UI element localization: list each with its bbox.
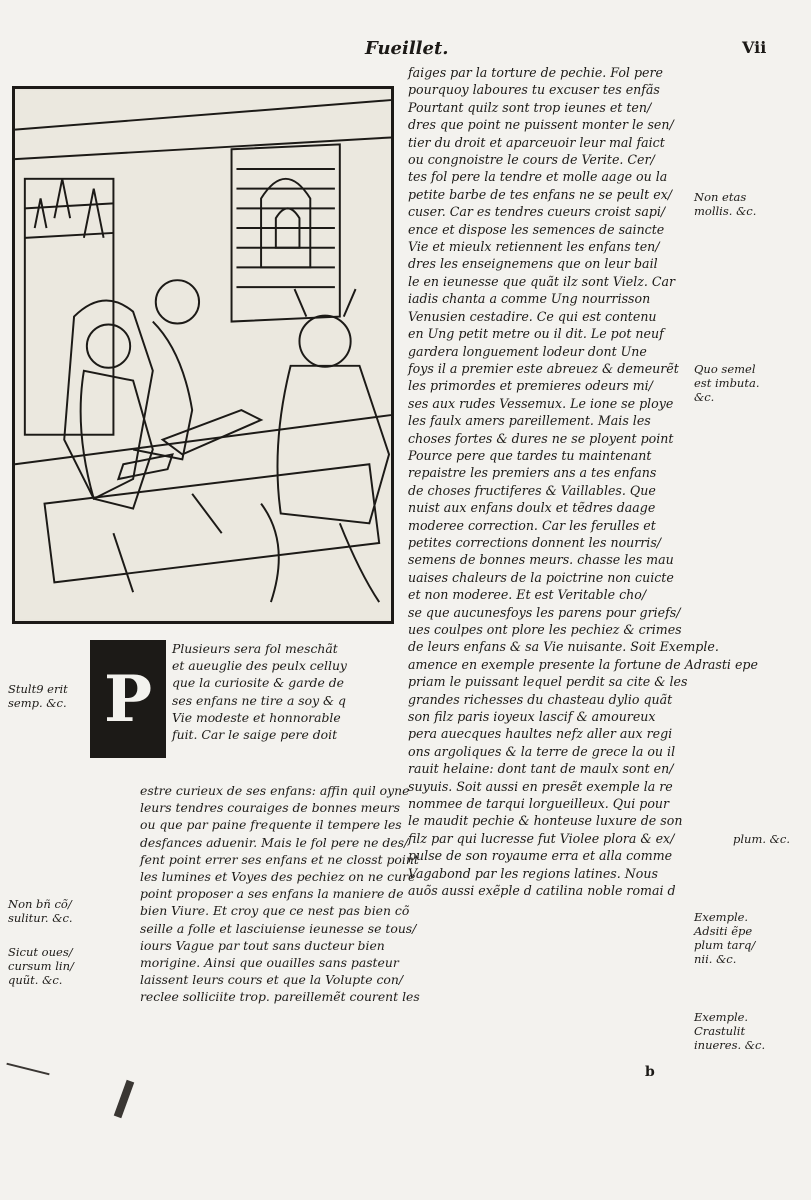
left-column-top-line: fuit. Car le saige pere doit	[172, 727, 338, 743]
right-column-line: les faulx amers pareillement. Mais les	[408, 413, 651, 429]
left-column-bottom-line: fent point errer ses enfans et ne closst point	[140, 851, 419, 867]
right-column-line: petite barbe de tes enfans ne se peult ex/	[408, 186, 673, 202]
right-column-line: uaises chaleurs de la poictrine non cuicte	[408, 569, 674, 585]
right-column-line: filz par qui lucresse fut Violee plora & ex/	[408, 830, 675, 846]
left-column-top-line: que la curiosite & garde de	[172, 675, 344, 691]
right-column-line: ou congnoistre le cours de Verite. Cer/	[408, 152, 655, 168]
signature-mark: b	[645, 1064, 655, 1080]
left-column-bottom-line: leurs tendres couraiges de bonnes meurs	[140, 800, 401, 816]
text-column-left-top	[172, 640, 400, 743]
right-column-line: semens de bonnes meurs. chasse les mau	[408, 552, 674, 568]
right-column-line: tier du droit et aparceuoir leur mal faict	[408, 134, 665, 150]
right-column-line: rauit helaine: dont tant de maulx sont en/	[408, 761, 674, 777]
left-column-bottom-line: iours Vague par tout sans ducteur bien	[140, 937, 385, 953]
right-column-line: ons argoliques & la terre de grece la ou il	[408, 743, 676, 759]
initial-letter: P	[103, 661, 153, 737]
left-column-bottom-line: point proposer a ses enfans la maniere de	[140, 886, 404, 902]
left-column-bottom-line: ou que par paine frequente il tempere les	[140, 817, 402, 833]
margin-note-sicut: Sicut oues/ cursum lin/ quũt. &c.	[8, 945, 74, 987]
right-column-line: de leurs enfans & sa Vie nuisante. Soit Exemple.	[408, 639, 719, 655]
margin-note-stultus: Stult9 erit semp. &c.	[8, 682, 68, 710]
left-column-bottom-line: morigine. Ainsi que ouailles sans pasteur	[140, 955, 399, 971]
left-column-bottom-line: seille a folle et lasciuiense ieunesse se tous/	[140, 920, 417, 936]
margin-note-non-etas: Non etas mollis. &c.	[694, 190, 757, 218]
right-column-line: son filz paris ioyeux lascif & amoureux	[408, 709, 656, 725]
woodcut-illustration	[12, 86, 394, 624]
right-column-line: Vie et mieulx retiennent les enfans ten/	[408, 239, 660, 255]
right-column-line: se que aucunesfoys les parens pour griefs/	[408, 604, 681, 620]
ink-stroke	[6, 1063, 49, 1076]
right-column-line: cuser. Car es tendres cueurs croist sapi/	[408, 204, 666, 220]
right-column-line: suyuis. Soit aussi en presẽt exemple la re	[408, 778, 673, 794]
margin-note-non-bene: Non bñ cõ/ sulitur. &c.	[8, 897, 73, 925]
right-column-line: tes fol pere la tendre et molle aage ou la	[408, 169, 668, 185]
left-column-top-line: Vie modeste et honnorable	[172, 709, 341, 725]
left-column-top-line: ses enfans ne tire a soy & q	[172, 692, 346, 708]
right-column-line: iadis chanta a comme Ung nourrisson	[408, 291, 651, 307]
left-column-bottom-line: reclee solliciite trop. pareillemẽt courent les	[140, 989, 420, 1005]
margin-note-plum: plum. &c.	[733, 832, 790, 846]
right-column-line: le en ieunesse que quãt ilz sont Vielz. Car	[408, 273, 676, 289]
margin-note-exemple-catilina: Exemple. Crastulit inueres. &c.	[694, 1010, 766, 1052]
right-column-line: moderee correction. Car les ferulles et	[408, 517, 656, 533]
left-column-bottom-line: laissent leurs cours et que la Volupte con/	[140, 972, 404, 988]
right-column-line: de choses fructiferes & Vaillables. Que	[408, 482, 656, 498]
right-column-line: auõs aussi exẽple d catilina noble romai d	[408, 883, 676, 899]
right-column-line: pera auecques haultes nefz aller aux regi	[408, 726, 673, 742]
right-column-line: petites corrections donnent les nourris/	[408, 534, 662, 550]
right-column-line: gardera longuement lodeur dont Une	[408, 343, 647, 359]
right-column-line: pulse de son royaume erra et alla comme	[408, 848, 673, 864]
right-column-line: nommee de tarqui lorgueilleux. Qui pour	[408, 796, 670, 812]
right-column-line: priam le puissant lequel perdit sa cite & les	[408, 674, 688, 690]
left-column-top-line: Plusieurs sera fol meschãt	[172, 641, 338, 656]
woodcut-scene	[15, 89, 391, 621]
decorated-initial	[90, 640, 166, 758]
right-column-line: dres que point ne puissent monter le sen/	[408, 117, 674, 133]
ink-stroke	[114, 1080, 135, 1118]
right-column-line: Pourtant quilz sont trop ieunes et ten/	[408, 99, 652, 115]
left-column-bottom-line: desfances aduenir. Mais le fol pere ne des/	[140, 834, 409, 850]
right-column-line: en Ung petit metre ou il dit. Le pot neuf	[408, 326, 664, 342]
left-column-bottom-line: bien Viure. Et croy que ce nest pas bien cõ	[140, 903, 410, 919]
right-column-line: pourquoy laboures tu excuser tes enfãs	[408, 82, 660, 98]
right-column-line: Vagabond par les regions latines. Nous	[408, 865, 658, 881]
left-column-bottom-line: estre curieux de ses enfans: affin quil oyne	[140, 783, 410, 798]
right-column-line: amence en exemple presente la fortune de Adrasti epe	[408, 656, 758, 672]
right-column-line: grandes richesses du chasteau dylio quãt	[408, 691, 673, 707]
right-column-line: ues coulpes ont plore les pechiez & crimes	[408, 622, 682, 637]
right-column-line: ence et dispose les semences de saincte	[408, 221, 665, 237]
folio-number: Vii	[742, 38, 767, 57]
text-column-left-bottom	[140, 782, 420, 1006]
right-column-line: ses aux rudes Vessemux. Le ione se ploye	[408, 395, 674, 411]
right-column-line: le maudit pechie & honteuse luxure de son	[408, 813, 683, 829]
right-column-line: nuist aux enfans doulx et tẽdres daage	[408, 500, 656, 516]
right-column-line: choses fortes & dures ne se ployent point	[408, 430, 674, 446]
right-column-line: les primordes et premieres odeurs mi/	[408, 378, 653, 394]
margin-note-exemple-tarquin: Exemple. Adsiti ẽpe plum tarq/ nii. &c.	[694, 910, 756, 966]
left-column-bottom-line: les lumines et Voyes des pechiez on ne cure	[140, 869, 416, 885]
right-column-line: repaistre les premiers ans a tes enfans	[408, 465, 657, 481]
right-column-line: foys il a premier este abreuez & demeurẽt	[408, 360, 679, 376]
right-column-line: faiges par la torture de pechie. Fol pere	[408, 65, 663, 80]
right-column-line: et non moderee. Et est Veritable cho/	[408, 587, 647, 603]
margin-note-quo-semel: Quo semel est imbuta. &c.	[694, 362, 760, 404]
right-column-line: dres les enseignemens que on leur bail	[408, 256, 658, 272]
right-column-line: Venusien cestadire. Ce qui est contenu	[408, 308, 657, 324]
left-column-top-line: et aueuglie des peulx celluy	[172, 658, 347, 674]
running-head: Fueillet.	[365, 38, 449, 59]
right-column-line: Pource pere que tardes tu maintenant	[408, 447, 652, 463]
